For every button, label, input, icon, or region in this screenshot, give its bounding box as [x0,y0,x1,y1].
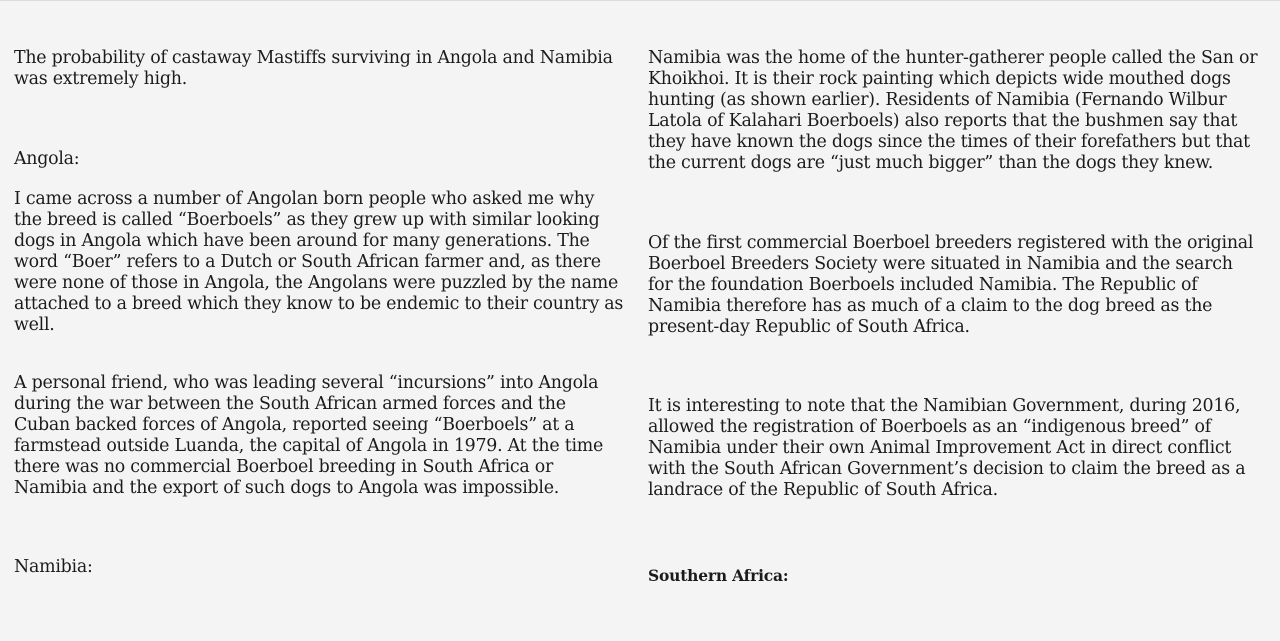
namibia-heading: Namibia: [14,557,93,577]
right-column [648,0,1263,641]
namibia-paragraph-2: Of the first commercial Boerboel breeders registered with the original Boerboel Breeders Society were situated in Namibia and the search for the foundation Boerboels included Namibia. The Republic of Namibia therefore has as much of a claim to the dog breed as the present-day Republic of South Africa. [648,233,1254,337]
left-column [14,0,629,641]
namibia-paragraph-3: It is interesting to note that the Namibian Government, during 2016, allowed the registration of Boerboels as an “indigenous breed” of Namibia under their own Animal Improvement Act in direct conflict with the South African Government’s decision to claim the breed as a landrace of the Republic of South Africa. [648,396,1246,500]
southern-africa-heading: Southern Africa: [648,566,789,585]
namibia-paragraph-1: Namibia was the home of the hunter-gatherer people called the San or Khoikhoi. It is their rock painting which depicts wide mouthed dogs hunting (as shown earlier). Residents of Namibia (Fernando Wilbur Latola of Kalahari Boerboels) also reports that the bushmen say that they have known the dogs since the times of their forefathers but that the current dogs are “just much bigger” than the dogs they knew. [648,48,1258,173]
intro-paragraph: The probability of castaway Mastiffs surviving in Angola and Namibia was extremely high. [14,48,613,89]
angola-heading: Angola: [14,149,80,169]
angola-paragraph-2: A personal friend, who was leading several “incursions” into Angola during the war between the South African armed forces and the Cuban backed forces of Angola, reported seeing “Boerboels” at a farmstead outside Luanda, the capital of Angola in 1979. At the time there was no commercial Boerboel breeding in South Africa or Namibia and the export of such dogs to Angola was impossible. [14,373,604,498]
angola-paragraph-1: I came across a number of Angolan born people who asked me why the breed is called “Boerboels” as they grew up with similar looking dogs in Angola which have been around for many generations. The word “Boer” refers to a Dutch or South African farmer and, as there were none of those in Angola, the Angolans were puzzled by the name attached to a breed which they know to be endemic to their country as well. [14,189,624,335]
